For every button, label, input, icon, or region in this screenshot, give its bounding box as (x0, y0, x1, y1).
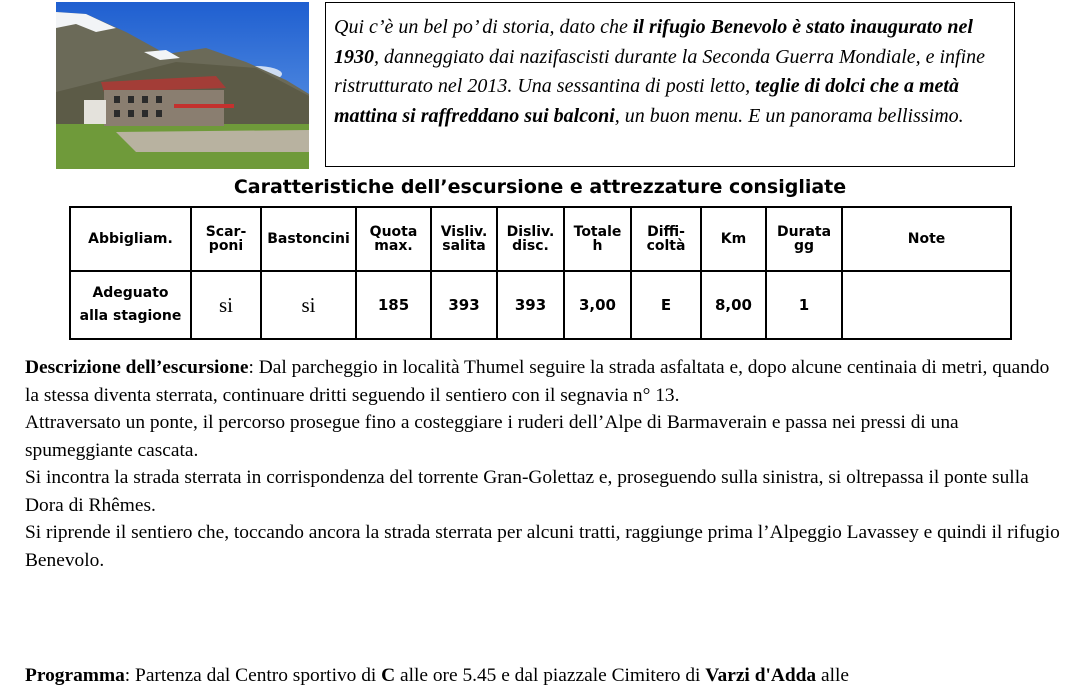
cell-disliv-disc: 393 (497, 271, 564, 339)
intro-text: Qui c’è un bel po’ di storia, dato che (334, 16, 633, 38)
description-label: Descrizione dell’escursione (25, 357, 249, 378)
section-title: Caratteristiche dell’escursione e attrezzature consigliate (233, 176, 847, 198)
description-paragraph: Attraversato un ponte, il percorso prosegue fino a costeggiare i ruderi dell’Alpe di Barmaverain e passa nei pressi di una spumeggiante cascata. (25, 412, 959, 461)
cell-km: 8,00 (701, 271, 766, 339)
header-scarponi: Scar- poni (191, 207, 261, 271)
hut-photo (56, 2, 309, 169)
header-note: Note (842, 207, 1011, 271)
header-quota: Quota max. (356, 207, 431, 271)
description-paragraph: Si incontra la strada sterrata in corrispondenza del torrente Gran-Golettaz e, proseguendo sulla sinistra, si oltrepassa il ponte sulla Dora di Rhêmes. (25, 467, 1029, 516)
hike-description (25, 354, 1065, 574)
header-km: Km (701, 207, 766, 271)
program-label: Programma (25, 665, 125, 686)
program-text: Programma: Partenza dal Centro sportivo di C alle ore 5.45 e dal piazzale Cimitero di Varzi d'Adda alle (25, 665, 849, 686)
mountain-hut-photo-icon (56, 2, 309, 169)
description-paragraph: Si riprende il sentiero che, toccando ancora la strada sterrata per alcuni tratti, raggiunge prima l’Alpeggio Lavassey e quindi il rifugio Benevolo. (25, 522, 1060, 571)
cell-disliv-salita: 393 (431, 271, 497, 339)
intro-text: , un buon menu. E un panorama bellissimo. (614, 104, 964, 127)
table-row (70, 271, 1011, 339)
intro-highlight: il rifugio Benevolo è stato inaugurato nel 1930 (334, 16, 973, 68)
header-totale: Totale h (564, 207, 631, 271)
cell-durata: 1 (766, 271, 842, 339)
header-disliv-disc: Disliv. disc. (497, 207, 564, 271)
cell-difficolta: E (631, 271, 701, 339)
header-difficolta: Diffi- coltà (631, 207, 701, 271)
header-abbigliamento: Abbigliam. (70, 207, 191, 271)
header-bastoncini: Bastoncini (261, 207, 356, 271)
cell-note (842, 271, 1011, 339)
header-durata: Durata gg (766, 207, 842, 271)
hike-specs-table (69, 206, 1012, 340)
intro-text: , danneggiato dai nazifascisti durante la Seconda Guerra Mondiale, e infine ristrutturato nel 2013. Una sessantina di posti letto, (334, 45, 986, 97)
cell-quota: 185 (356, 271, 431, 339)
cell-abbigliamento: Adeguato alla stagione (70, 271, 191, 339)
description-paragraph: Descrizione dell’escursione: Dal parcheggio in località Thumel seguire la strada asfaltata e, dopo alcune centinaia di metri, quando la stessa diventa sterrata, continuare dritti seguendo il sentiero con il segnavia n° 13. (25, 357, 1050, 406)
intro-highlight: teglie di dolci che a metà mattina si raffreddano sui balconi (334, 75, 959, 127)
table-header-row (70, 207, 1011, 271)
header-disliv-salita: Visliv. salita (431, 207, 497, 271)
cell-bastoncini: si (261, 271, 356, 339)
cell-totale: 3,00 (564, 271, 631, 339)
cell-scarponi: si (191, 271, 261, 339)
intro-text-box (325, 2, 1015, 167)
